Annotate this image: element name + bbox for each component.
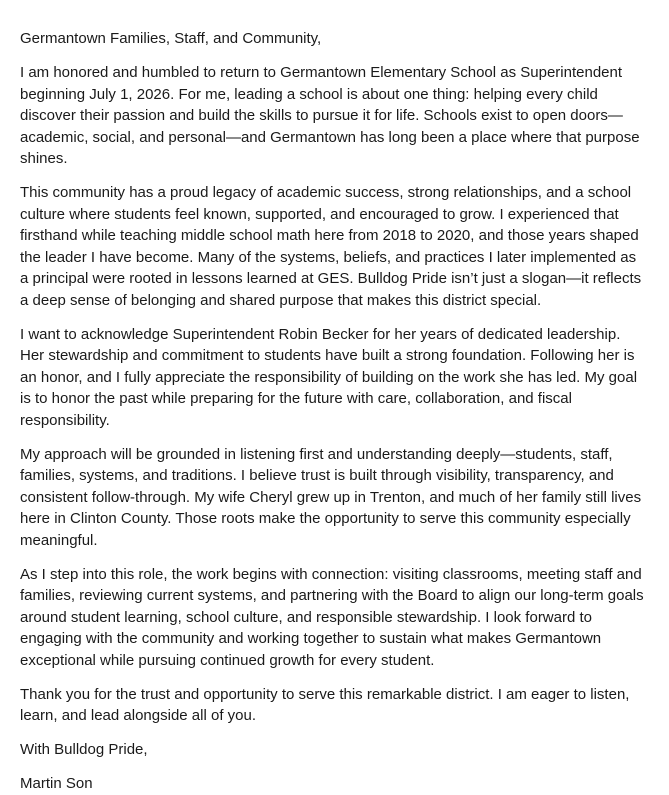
body-paragraph-6: Thank you for the trust and opportunity to serve this remarkable district. I am eager to listen, learn, and lead alongside all of you. (20, 685, 630, 724)
body-paragraph-3: I want to acknowledge Superintendent Robin Becker for her years of dedicated leadership. Her stewardship and commitment to students have built a strong foundation. Following her is an honor, and I fully appreciate the responsibility of building on the work she has led. My goal is to honor the past while preparing for the future with care, collaboration, and fiscal responsibility. (20, 325, 638, 429)
closing-line: With Bulldog Pride, (20, 741, 148, 758)
body-paragraph-4: My approach will be grounded in listening first and understanding deeply—students, staff, families, systems, and traditions. I believe trust is built through visibility, transparency, and consistent follow-through. My wife Cheryl grew up in Trenton, and much of her family still lives here in Clinton County. Those roots make the opportunity to serve this community especially meaningful. (20, 445, 642, 549)
body-paragraph-1: I am honored and humbled to return to Germantown Elementary School as Superintendent beginning July 1, 2026. For me, leading a school is about one thing: helping every child discover their passion and build the skills to pursue it for life. Schools exist to open doors—academic, social, and personal—and Germantown has long been a place where that purpose shines. (20, 64, 640, 167)
letter-body (20, 28, 648, 795)
body-paragraph-2: This community has a proud legacy of academic success, strong relationships, and a school culture where students feel known, supported, and encouraged to grow. I experienced that firsthand while teaching middle school math here from 2018 to 2020, and those years shaped the leader I have become. Many of the systems, beliefs, and practices I later implemented as a principal were rooted in lessons learned at GES. Bulldog Pride isn’t just a slogan—it reflects a deep sense of belonging and shared purpose that makes this district special. (20, 184, 642, 309)
body-paragraph-5: As I step into this role, the work begins with connection: visiting classrooms, meeting staff and families, reviewing current systems, and partnering with the Board to align our long-term goals around student learning, school culture, and responsible stewardship. I look forward to engaging with the community and working together to sustain what makes Germantown exceptional while pursuing continued growth for every student. (20, 565, 644, 669)
salutation: Germantown Families, Staff, and Community, (20, 30, 322, 47)
signature-name: Martin Son (20, 775, 93, 792)
